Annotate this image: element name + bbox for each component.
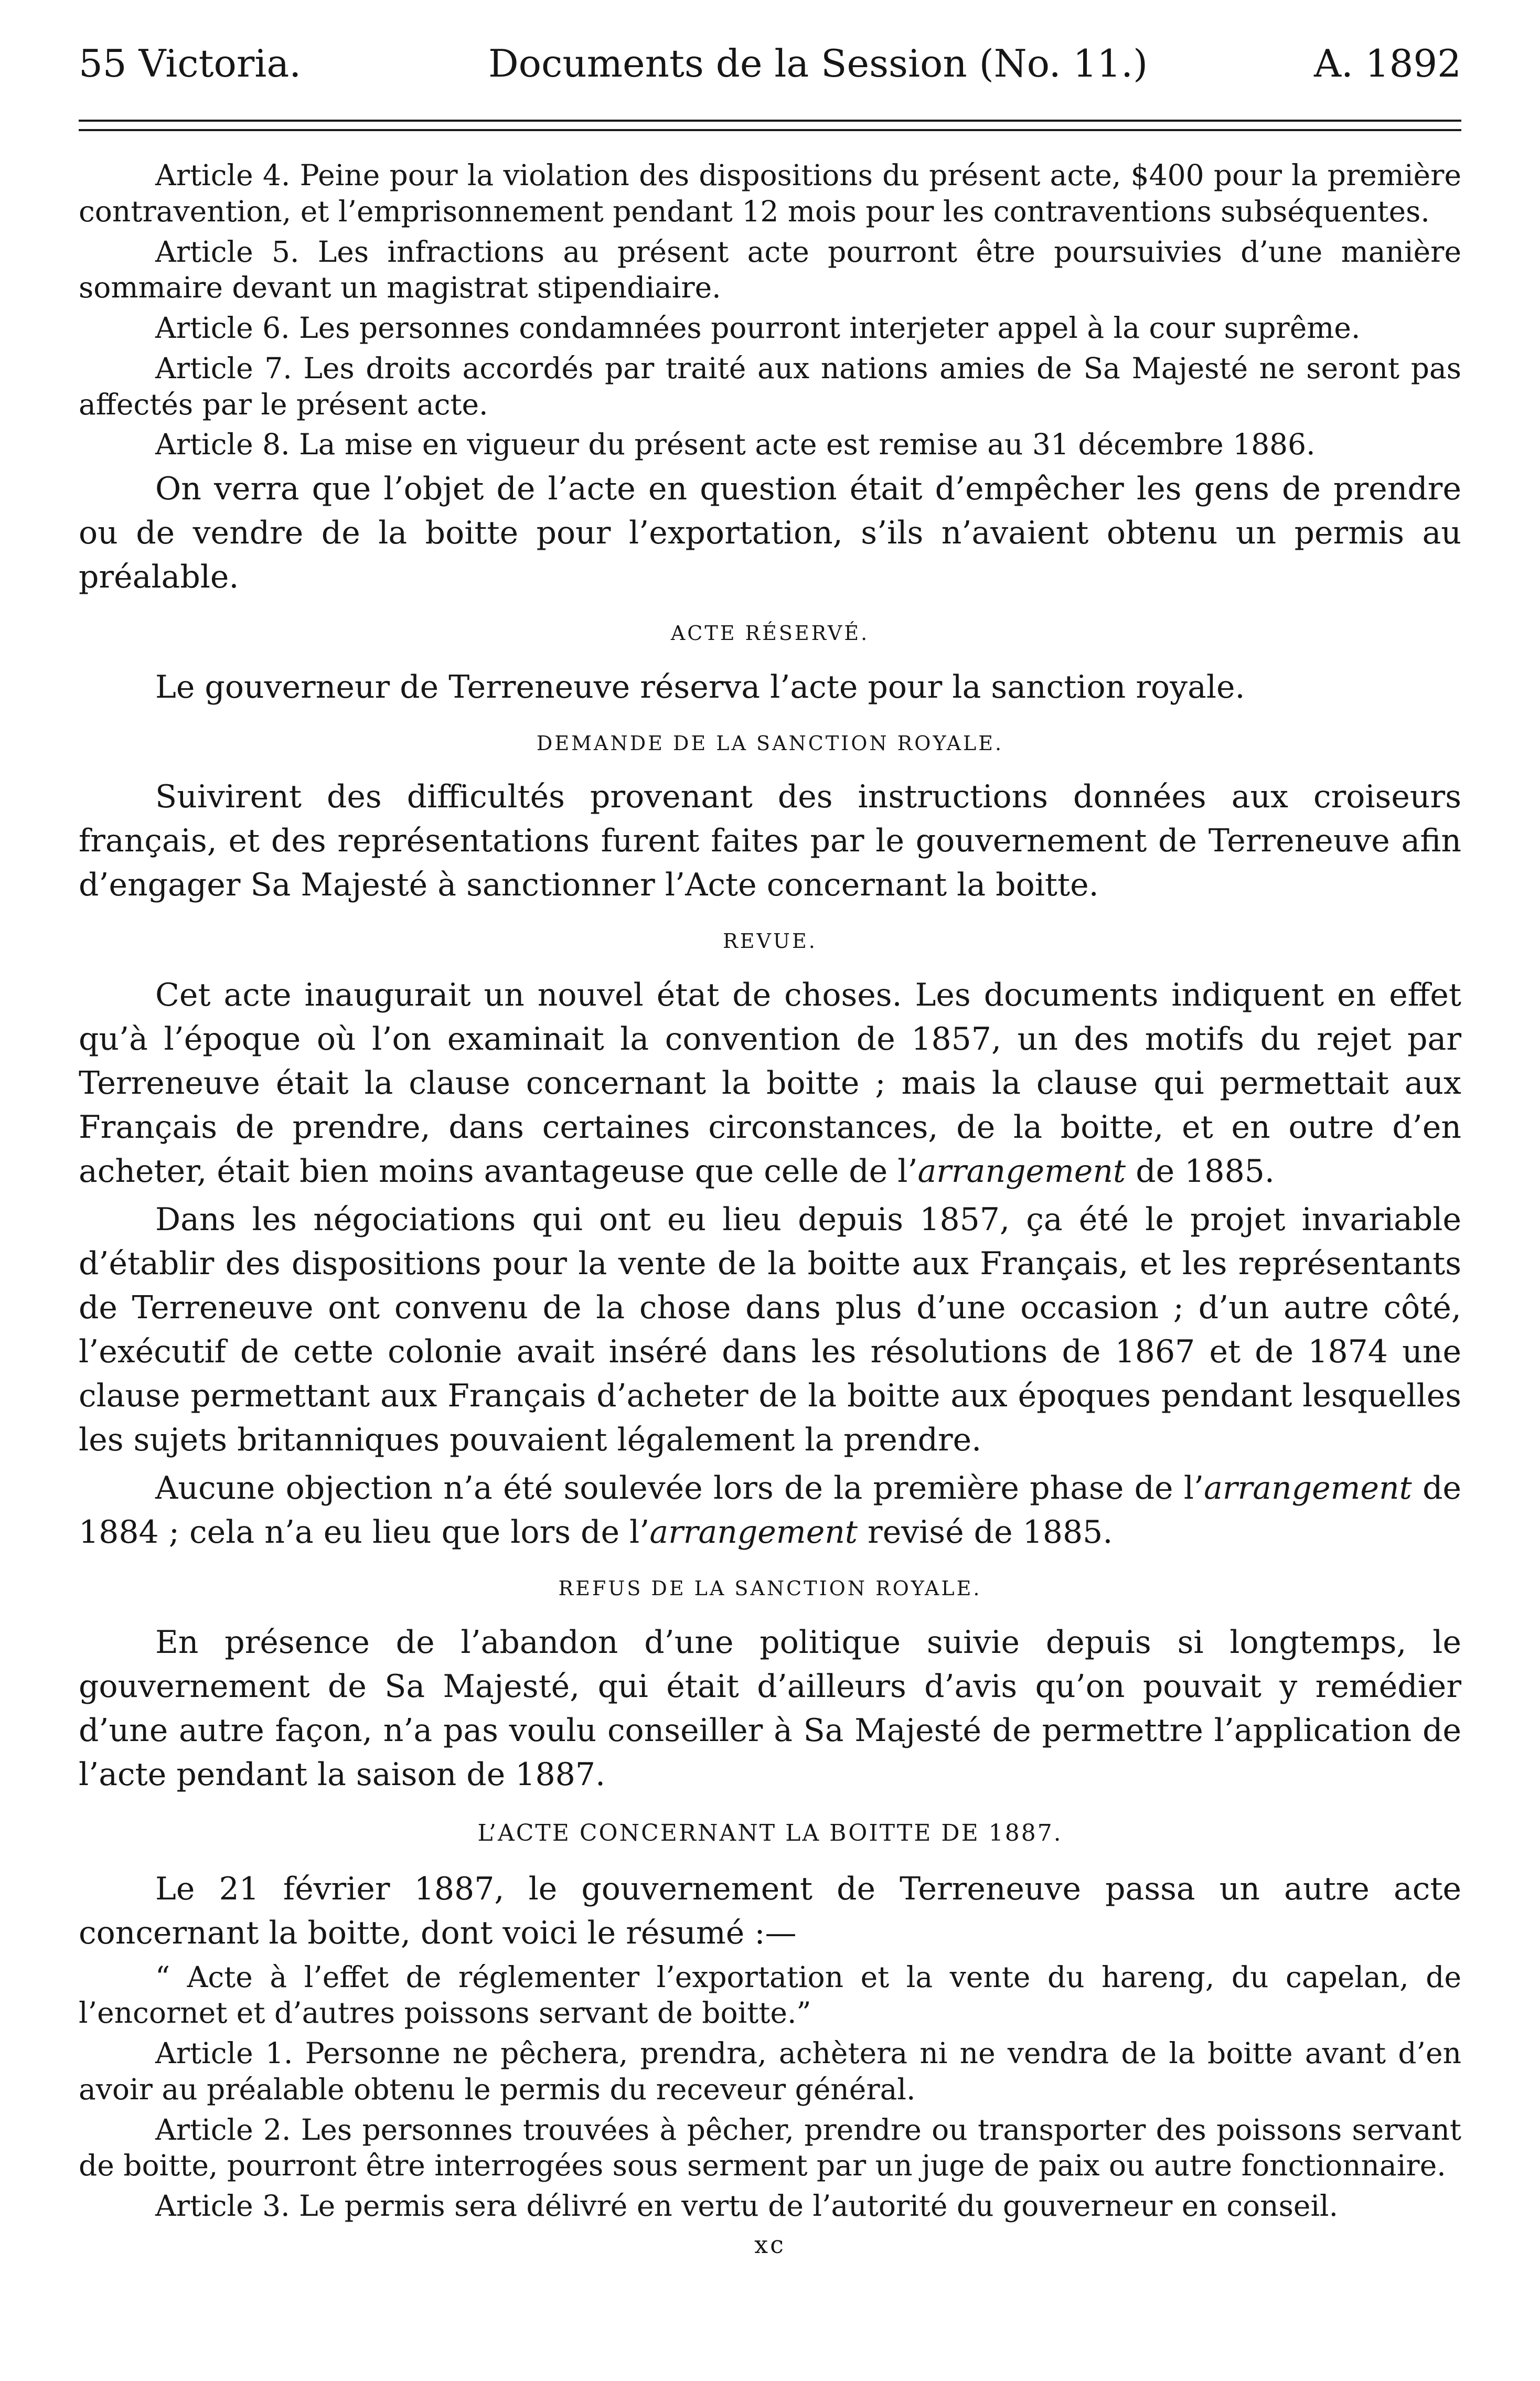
document-page <box>79 42 1461 2366</box>
article-4-paragraph: Article 4. Peine pour la violation des dispositions du présent acte, $400 pour la première contravention, et l’emprisonnement pendant 12 mois pour les contraventions subséquentes. <box>79 158 1461 228</box>
header-document-year: A. 1892 <box>1313 41 1461 86</box>
heading-revue: REVUE. <box>723 930 817 953</box>
revue-3-text-3: revisé de 1885. <box>857 1514 1113 1551</box>
article-1-paragraph: Article 1. Personne ne pêchera, prendra, achètera ni ne vendra de la boitte avant d’en avoir au préalable obtenu le permis du receveur général. <box>79 2036 1461 2106</box>
heading-refus-sanction: REFUS DE LA SANCTION ROYALE. <box>558 1577 982 1600</box>
acte-title-quote: “ Acte à l’effet de réglementer l’exportation et la vente du hareng, du capelan, de l’encornet et d’autres poissons servant de boitte.” <box>79 1960 1461 2030</box>
revue-1-text: Cet acte inaugurait un nouvel état de choses. Les documents indiquent en effet qu’à l’époque où l’on examinait la convention de 1857, un des motifs du rejet par Terreneuve était la clause concernant la boitte ; mais la clause qui permettait aux Français de prendre, dans certaines circonstances, de la boitte, et en outre d’en acheter, était bien moins avantageuse que celle de l’ <box>79 977 1461 1190</box>
revue-paragraph-1 <box>79 973 1461 1193</box>
acte-1887-paragraph: Le 21 février 1887, le gouvernement de Terreneuve passa un autre acte concernant la boitte, dont voici le résumé :— <box>79 1870 1461 1951</box>
revue-3-italic-2: arrangement <box>649 1514 858 1551</box>
intent-paragraph: On verra que l’objet de l’acte en question était d’empêcher les gens de prendre ou de vendre de la boitte pour l’exportation, s’ils n’avaient obtenu un permis au préalable. <box>79 471 1461 595</box>
document-body <box>79 157 1461 2261</box>
article-5-paragraph: Article 5. Les infractions au présent acte pourront être poursuivies d’une manière sommaire devant un magistrat stipendiaire. <box>79 234 1461 305</box>
article-7-paragraph: Article 7. Les droits accordés par traité aux nations amies de Sa Majesté ne seront pas affectés par le présent acte. <box>79 351 1461 421</box>
article-6-paragraph: Article 6. Les personnes condamnées pourront interjeter appel à la cour suprême. <box>155 311 1361 345</box>
page-number: xc <box>754 2230 786 2259</box>
page-header <box>79 42 1461 105</box>
revue-3-text-1: Aucune objection n’a été soulevée lors de la première phase de l’ <box>155 1470 1204 1507</box>
demande-paragraph: Suivirent des difficultés provenant des instructions données aux croiseurs français, et des représentations furent faites par le gouvernement de Terreneuve afin d’engager Sa Majesté à sanctionner l’Acte concernant la boitte. <box>79 778 1461 904</box>
article-8-paragraph: Article 8. La mise en vigueur du présent acte est remise au 31 décembre 1886. <box>155 428 1316 462</box>
revue-3-text-2: de 1884 ; cela n’a eu lieu que lors de l’ <box>79 1470 1461 1551</box>
article-3-paragraph: Article 3. Le permis sera délivré en vertu de l’autorité du gouverneur en conseil. <box>155 2189 1339 2223</box>
heading-demande-sanction: DEMANDE DE LA SANCTION ROYALE. <box>536 731 1004 755</box>
revue-1-italic: arrangement <box>917 1153 1126 1190</box>
header-double-rule <box>79 120 1461 131</box>
revue-1-text-end: de 1885. <box>1126 1153 1275 1190</box>
header-session-year: 55 Victoria. <box>79 41 302 86</box>
article-2-paragraph: Article 2. Les personnes trouvées à pêcher, prendre ou transporter des poissons servant de boitte, pourront être interrogées sous serment par un juge de paix ou autre fonctionnaire. <box>79 2112 1461 2183</box>
refus-paragraph: En présence de l’abandon d’une politique suivie depuis si longtemps, le gouvernement de Sa Majesté, qui était d’ailleurs d’avis qu’on pouvait y remédier d’une autre façon, n’a pas voulu conseiller à Sa Majesté de permettre l’application de l’acte pendant la saison de 1887. <box>79 1624 1461 1793</box>
revue-paragraph-2: Dans les négociations qui ont eu lieu depuis 1857, ça été le projet invariable d’établir des dispositions pour la vente de la boitte aux Français, et les représentants de Terreneuve ont convenu de la chose dans plus d’une occasion ; d’un autre côté, l’exécutif de cette colonie avait inséré dans les résolutions de 1867 et de 1874 une clause permettant aux Français d’acheter de la boitte aux époques pendant lesquelles les sujets britanniques pouvaient légalement la prendre. <box>79 1201 1461 1459</box>
header-title: Documents de la Session (No. 11.) <box>488 41 1148 86</box>
revue-paragraph-3 <box>79 1466 1461 1554</box>
heading-acte-reserve: ACTE RÉSERVÉ. <box>670 622 870 645</box>
revue-3-italic-1: arrangement <box>1204 1470 1412 1507</box>
heading-acte-1887: L’ACTE CONCERNANT LA BOITTE DE 1887. <box>477 1819 1063 1846</box>
reserve-paragraph: Le gouverneur de Terreneuve réserva l’acte pour la sanction royale. <box>155 668 1245 706</box>
